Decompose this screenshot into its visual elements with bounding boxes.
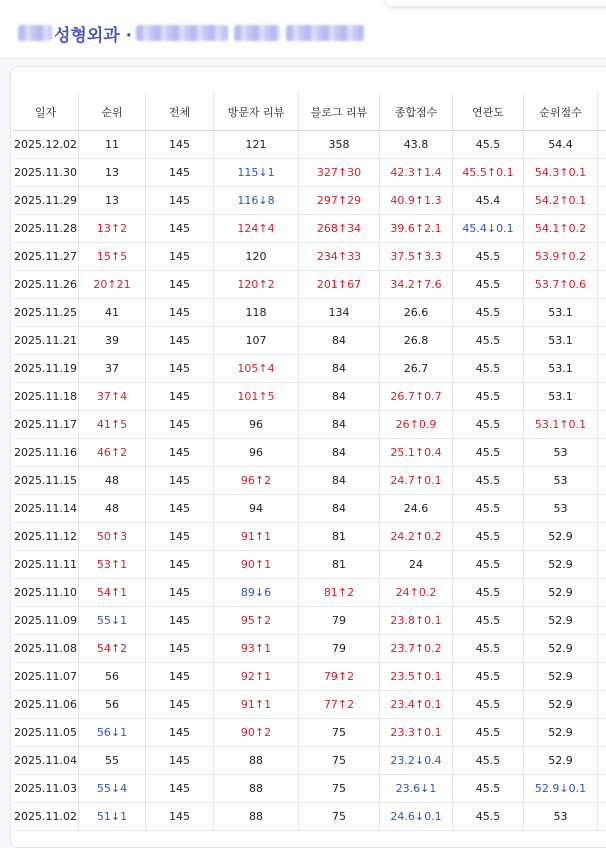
cell-total-score: 24↑0.2 (380, 579, 453, 607)
table-row (13, 243, 606, 271)
cell-rank-score: 52.9 (524, 635, 598, 663)
cell-rank-score: 53.1 (524, 355, 598, 383)
column-header-visitor-reviews[interactable]: 방문자 리뷰 (214, 93, 299, 131)
cell-total-score: 23.3↑0.1 (380, 719, 453, 747)
cell-total-score: 24.6 (380, 495, 453, 523)
cell-overflow (598, 691, 606, 719)
page-title-text: 성형외과 · (54, 21, 132, 46)
cell-date: 2025.11.26 (13, 271, 79, 299)
cell-date: 2025.11.07 (13, 663, 79, 691)
cell-rank: 55↓1 (79, 607, 146, 635)
cell-total-score: 24 (380, 551, 453, 579)
cell-overflow (598, 327, 606, 355)
cell-rank: 41 (79, 299, 146, 327)
cell-relevance: 45.5 (453, 523, 524, 551)
cell-relevance: 45.5 (453, 579, 524, 607)
cell-relevance: 45.5 (453, 299, 524, 327)
cell-blog-reviews: 84 (299, 355, 380, 383)
cell-blog-reviews: 81 (299, 523, 380, 551)
cell-total: 145 (146, 663, 214, 691)
cell-relevance: 45.5 (453, 327, 524, 355)
cell-rank: 51↓1 (79, 803, 146, 831)
table-row (13, 187, 606, 215)
cell-date: 2025.11.05 (13, 719, 79, 747)
cell-relevance: 45.5 (453, 355, 524, 383)
table-row (13, 803, 606, 831)
cell-total-score: 23.5↑0.1 (380, 663, 453, 691)
table-row (13, 523, 606, 551)
cell-total-score: 26.8 (380, 327, 453, 355)
cell-rank-score: 53.1↑0.1 (524, 411, 598, 439)
cell-blog-reviews: 201↑67 (299, 271, 380, 299)
cell-total-score: 24.7↑0.1 (380, 467, 453, 495)
cell-total-score: 24.2↑0.2 (380, 523, 453, 551)
cell-date: 2025.11.06 (13, 691, 79, 719)
cell-rank-score: 52.9 (524, 607, 598, 635)
table-row (13, 691, 606, 719)
table-row (13, 579, 606, 607)
cell-relevance: 45.5 (453, 747, 524, 775)
cell-overflow (598, 607, 606, 635)
cell-date: 2025.11.16 (13, 439, 79, 467)
cell-rank: 20↑21 (79, 271, 146, 299)
redacted-name-part2 (234, 25, 280, 41)
cell-rank-score: 53.7↑0.6 (524, 271, 598, 299)
table-row (13, 551, 606, 579)
cell-rank: 13↑2 (79, 215, 146, 243)
cell-rank: 37 (79, 355, 146, 383)
cell-rank: 11 (79, 131, 146, 159)
cell-relevance: 45.4 (453, 187, 524, 215)
cell-total: 145 (146, 803, 214, 831)
cell-blog-reviews: 84 (299, 411, 380, 439)
cell-date: 2025.11.21 (13, 327, 79, 355)
cell-total-score: 43.8 (380, 131, 453, 159)
cell-rank-score: 53 (524, 439, 598, 467)
cell-relevance: 45.5 (453, 439, 524, 467)
cell-date: 2025.11.11 (13, 551, 79, 579)
table-header-row (13, 93, 606, 131)
cell-rank: 53↑1 (79, 551, 146, 579)
cell-visitor-reviews: 91↑1 (214, 691, 299, 719)
cell-total-score: 23.2↓0.4 (380, 747, 453, 775)
cell-date: 2025.11.18 (13, 383, 79, 411)
cell-rank-score: 52.9 (524, 719, 598, 747)
cell-relevance: 45.5 (453, 775, 524, 803)
cell-total: 145 (146, 495, 214, 523)
cell-overflow (598, 579, 606, 607)
cell-rank: 56 (79, 663, 146, 691)
cell-overflow (598, 299, 606, 327)
cell-rank: 48 (79, 495, 146, 523)
cell-overflow (598, 159, 606, 187)
cell-date: 2025.12.02 (13, 131, 79, 159)
table-row (13, 663, 606, 691)
cell-relevance: 45.5 (453, 383, 524, 411)
column-header-blog-reviews[interactable]: 블로그 리뷰 (299, 93, 380, 131)
cell-visitor-reviews: 116↓8 (214, 187, 299, 215)
cell-visitor-reviews: 88 (214, 803, 299, 831)
cell-relevance: 45.5 (453, 803, 524, 831)
cell-blog-reviews: 75 (299, 803, 380, 831)
cell-blog-reviews: 81 (299, 551, 380, 579)
cell-rank-score: 52.9 (524, 579, 598, 607)
cell-blog-reviews: 234↑33 (299, 243, 380, 271)
cell-overflow (598, 523, 606, 551)
redacted-name-part3 (286, 25, 364, 41)
ranking-history-table (13, 93, 606, 831)
cell-visitor-reviews: 93↑1 (214, 635, 299, 663)
cell-overflow (598, 775, 606, 803)
cell-date: 2025.11.04 (13, 747, 79, 775)
cell-total: 145 (146, 607, 214, 635)
cell-overflow (598, 411, 606, 439)
cell-overflow (598, 215, 606, 243)
cell-total: 145 (146, 131, 214, 159)
table-row (13, 747, 606, 775)
cell-date: 2025.11.14 (13, 495, 79, 523)
cell-total-score: 23.4↑0.1 (380, 691, 453, 719)
cell-overflow (598, 747, 606, 775)
cell-rank-score: 53 (524, 495, 598, 523)
cell-blog-reviews: 84 (299, 327, 380, 355)
cell-visitor-reviews: 94 (214, 495, 299, 523)
cell-visitor-reviews: 118 (214, 299, 299, 327)
cell-blog-reviews: 358 (299, 131, 380, 159)
cell-blog-reviews: 77↑2 (299, 691, 380, 719)
column-header-rank-score[interactable]: 순위점수 (524, 93, 598, 131)
cell-total-score: 42.3↑1.4 (380, 159, 453, 187)
table-row (13, 159, 606, 187)
cell-total-score: 23.8↑0.1 (380, 607, 453, 635)
cell-visitor-reviews: 120 (214, 243, 299, 271)
cell-total: 145 (146, 327, 214, 355)
table-row (13, 775, 606, 803)
table-row (13, 215, 606, 243)
cell-blog-reviews: 79 (299, 607, 380, 635)
cell-relevance: 45.5 (453, 691, 524, 719)
cell-overflow (598, 439, 606, 467)
cell-rank: 13 (79, 159, 146, 187)
cell-overflow (598, 635, 606, 663)
cell-relevance: 45.5 (453, 243, 524, 271)
cell-overflow (598, 495, 606, 523)
cell-total-score: 25.1↑0.4 (380, 439, 453, 467)
cell-rank-score: 53 (524, 467, 598, 495)
column-header-total-score[interactable]: 종합점수 (380, 93, 453, 131)
cell-date: 2025.11.27 (13, 243, 79, 271)
cell-visitor-reviews: 124↑4 (214, 215, 299, 243)
cell-rank-score: 53 (524, 803, 598, 831)
cell-date: 2025.11.08 (13, 635, 79, 663)
column-header-date[interactable]: 일자 (13, 93, 79, 131)
cell-total-score: 26↑0.9 (380, 411, 453, 439)
cell-rank-score: 54.4 (524, 131, 598, 159)
cell-blog-reviews: 134 (299, 299, 380, 327)
cell-total: 145 (146, 747, 214, 775)
cell-relevance: 45.5 (453, 607, 524, 635)
cell-blog-reviews: 84 (299, 495, 380, 523)
cell-blog-reviews: 81↑2 (299, 579, 380, 607)
cell-visitor-reviews: 89↓6 (214, 579, 299, 607)
cell-total: 145 (146, 243, 214, 271)
cell-total-score: 37.5↑3.3 (380, 243, 453, 271)
top-bar (0, 0, 606, 59)
column-header-total[interactable]: 전체 (146, 93, 214, 131)
cell-rank-score: 52.9 (524, 523, 598, 551)
cell-rank: 15↑5 (79, 243, 146, 271)
cell-relevance: 45.5 (453, 131, 524, 159)
cell-total: 145 (146, 299, 214, 327)
cell-rank: 50↑3 (79, 523, 146, 551)
column-header-relevance[interactable]: 연관도 (453, 93, 524, 131)
ranking-history-panel (10, 66, 606, 848)
cell-overflow (598, 803, 606, 831)
cell-relevance: 45.5 (453, 551, 524, 579)
redacted-name-part1 (136, 25, 228, 41)
cell-total: 145 (146, 439, 214, 467)
cell-date: 2025.11.09 (13, 607, 79, 635)
table-row (13, 607, 606, 635)
cell-rank: 54↑1 (79, 579, 146, 607)
cell-overflow (598, 551, 606, 579)
cell-blog-reviews: 79 (299, 635, 380, 663)
cell-visitor-reviews: 101↑5 (214, 383, 299, 411)
cell-rank: 46↑2 (79, 439, 146, 467)
cell-date: 2025.11.02 (13, 803, 79, 831)
cell-total-score: 39.6↑2.1 (380, 215, 453, 243)
cell-blog-reviews: 75 (299, 719, 380, 747)
cell-visitor-reviews: 95↑2 (214, 607, 299, 635)
cell-rank-score: 53.1 (524, 383, 598, 411)
table-row (13, 355, 606, 383)
table-row (13, 635, 606, 663)
cell-overflow (598, 131, 606, 159)
cell-blog-reviews: 84 (299, 383, 380, 411)
cell-visitor-reviews: 105↑4 (214, 355, 299, 383)
cell-overflow (598, 719, 606, 747)
table-row (13, 383, 606, 411)
cell-rank: 55 (79, 747, 146, 775)
cell-rank: 41↑5 (79, 411, 146, 439)
redacted-name-prefix (18, 25, 52, 41)
cell-rank-score: 53.1 (524, 327, 598, 355)
cell-date: 2025.11.10 (13, 579, 79, 607)
cell-rank-score: 52.9 (524, 663, 598, 691)
column-header-rank[interactable]: 순위 (79, 93, 146, 131)
cell-rank: 13 (79, 187, 146, 215)
cell-relevance: 45.5 (453, 635, 524, 663)
cell-overflow (598, 355, 606, 383)
cell-rank-score: 52.9 (524, 747, 598, 775)
cell-rank: 39 (79, 327, 146, 355)
cell-total: 145 (146, 159, 214, 187)
cell-date: 2025.11.29 (13, 187, 79, 215)
table-row (13, 439, 606, 467)
table-row (13, 299, 606, 327)
cell-total-score: 26.7 (380, 355, 453, 383)
cell-total: 145 (146, 187, 214, 215)
cell-rank: 55↓4 (79, 775, 146, 803)
cell-overflow (598, 187, 606, 215)
cell-visitor-reviews: 92↑1 (214, 663, 299, 691)
cell-rank-score: 52.9 (524, 551, 598, 579)
cell-blog-reviews: 75 (299, 775, 380, 803)
cell-rank-score: 52.9 (524, 691, 598, 719)
cell-rank: 37↑4 (79, 383, 146, 411)
cell-overflow (598, 383, 606, 411)
cell-date: 2025.11.25 (13, 299, 79, 327)
cell-total: 145 (146, 271, 214, 299)
cell-relevance: 45.5 (453, 271, 524, 299)
table-row (13, 467, 606, 495)
cell-visitor-reviews: 91↑1 (214, 523, 299, 551)
cell-rank-score: 54.3↑0.1 (524, 159, 598, 187)
table-row (13, 131, 606, 159)
cell-date: 2025.11.12 (13, 523, 79, 551)
cell-visitor-reviews: 90↑2 (214, 719, 299, 747)
cell-overflow (598, 271, 606, 299)
cell-total: 145 (146, 383, 214, 411)
cell-visitor-reviews: 96 (214, 411, 299, 439)
cell-visitor-reviews: 107 (214, 327, 299, 355)
cell-total-score: 23.7↑0.2 (380, 635, 453, 663)
cell-rank-score: 53.1 (524, 299, 598, 327)
cell-total: 145 (146, 411, 214, 439)
cell-date: 2025.11.17 (13, 411, 79, 439)
cell-date: 2025.11.28 (13, 215, 79, 243)
cell-total: 145 (146, 523, 214, 551)
cell-total: 145 (146, 551, 214, 579)
cell-date: 2025.11.30 (13, 159, 79, 187)
cell-blog-reviews: 79↑2 (299, 663, 380, 691)
cell-total: 145 (146, 691, 214, 719)
cell-rank-score: 54.1↑0.2 (524, 215, 598, 243)
cell-visitor-reviews: 88 (214, 747, 299, 775)
cell-total-score: 26.6 (380, 299, 453, 327)
cell-total: 145 (146, 775, 214, 803)
table-row (13, 411, 606, 439)
cell-rank-score: 52.9↓0.1 (524, 775, 598, 803)
cell-rank: 56 (79, 691, 146, 719)
cell-total: 145 (146, 719, 214, 747)
table-row (13, 719, 606, 747)
cell-rank: 48 (79, 467, 146, 495)
cell-rank-score: 53.9↑0.2 (524, 243, 598, 271)
cell-blog-reviews: 84 (299, 439, 380, 467)
cell-blog-reviews: 84 (299, 467, 380, 495)
cell-date: 2025.11.19 (13, 355, 79, 383)
cell-rank: 56↓1 (79, 719, 146, 747)
cell-total: 145 (146, 579, 214, 607)
cell-rank-score: 54.2↑0.1 (524, 187, 598, 215)
cell-visitor-reviews: 90↑1 (214, 551, 299, 579)
cell-visitor-reviews: 88 (214, 775, 299, 803)
table-body (13, 131, 606, 831)
cell-total-score: 26.7↑0.7 (380, 383, 453, 411)
column-header-overflow (598, 93, 606, 131)
cell-date: 2025.11.15 (13, 467, 79, 495)
cell-relevance: 45.5 (453, 467, 524, 495)
cell-visitor-reviews: 120↑2 (214, 271, 299, 299)
cell-overflow (598, 243, 606, 271)
browser-tab-edge (385, 0, 606, 6)
cell-total-score: 34.2↑7.6 (380, 271, 453, 299)
cell-visitor-reviews: 115↓1 (214, 159, 299, 187)
cell-blog-reviews: 327↑30 (299, 159, 380, 187)
cell-overflow (598, 467, 606, 495)
cell-relevance: 45.5 (453, 719, 524, 747)
cell-blog-reviews: 268↑34 (299, 215, 380, 243)
cell-total: 145 (146, 215, 214, 243)
cell-total: 145 (146, 467, 214, 495)
cell-rank: 54↑2 (79, 635, 146, 663)
cell-blog-reviews: 75 (299, 747, 380, 775)
cell-blog-reviews: 297↑29 (299, 187, 380, 215)
cell-overflow (598, 663, 606, 691)
cell-visitor-reviews: 121 (214, 131, 299, 159)
cell-total: 145 (146, 355, 214, 383)
table-row (13, 495, 606, 523)
cell-relevance: 45.5 (453, 663, 524, 691)
cell-total-score: 23.6↓1 (380, 775, 453, 803)
cell-relevance: 45.5 (453, 495, 524, 523)
cell-relevance: 45.4↓0.1 (453, 215, 524, 243)
table-row (13, 327, 606, 355)
cell-relevance: 45.5↑0.1 (453, 159, 524, 187)
cell-total-score: 40.9↑1.3 (380, 187, 453, 215)
cell-total-score: 24.6↓0.1 (380, 803, 453, 831)
cell-total: 145 (146, 635, 214, 663)
cell-visitor-reviews: 96 (214, 439, 299, 467)
cell-visitor-reviews: 96↑2 (214, 467, 299, 495)
cell-relevance: 45.5 (453, 411, 524, 439)
table-row (13, 271, 606, 299)
page-title (18, 22, 364, 44)
cell-date: 2025.11.03 (13, 775, 79, 803)
